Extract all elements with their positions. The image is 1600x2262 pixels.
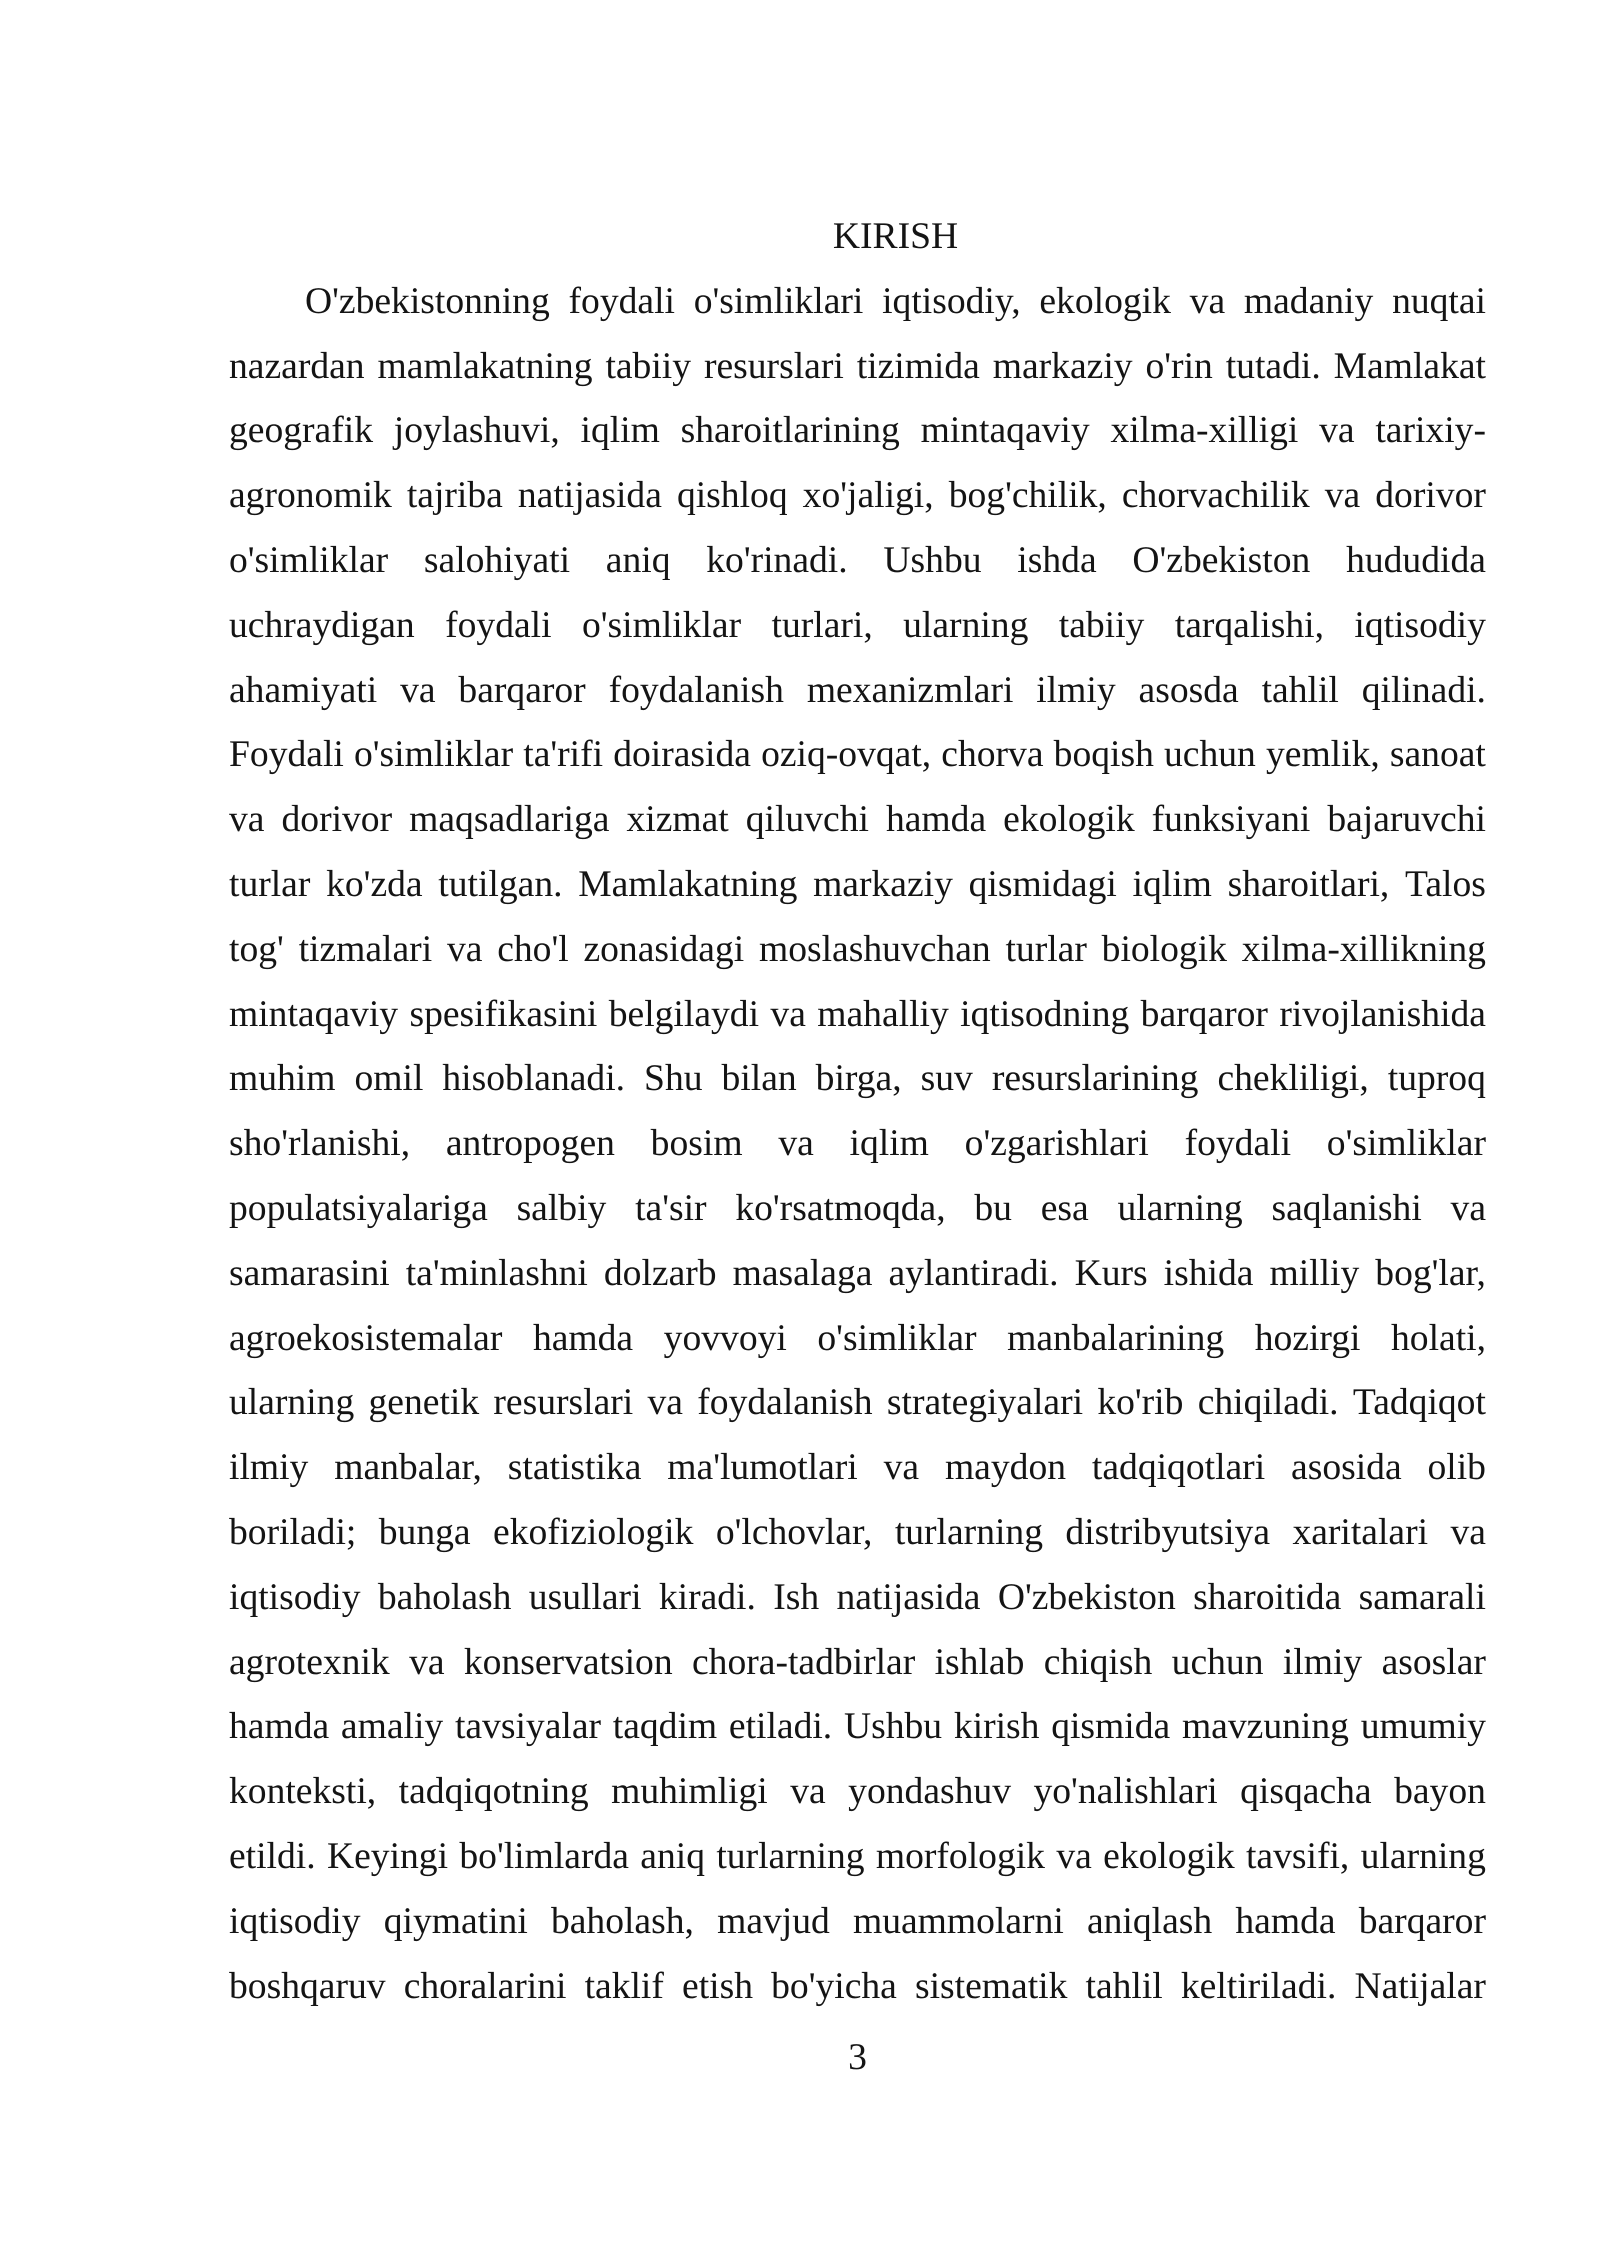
paragraph-line <box>229 1825 1486 1890</box>
word: bog'lar, <box>1375 1252 1486 1294</box>
word: cho'l <box>497 928 569 970</box>
word: ilmiy <box>1282 1641 1363 1683</box>
word: xo'jaligi, <box>802 475 934 517</box>
word: populatsiyalariga <box>229 1187 488 1229</box>
word: doirasida <box>613 734 751 776</box>
word: va <box>1319 410 1355 452</box>
word: saqlanishi <box>1271 1187 1422 1229</box>
word: Tadqiqot <box>1352 1382 1486 1424</box>
word: agrotexnik <box>229 1641 390 1683</box>
word: bajaruvchi <box>1327 799 1486 841</box>
word: qismidagi <box>968 863 1117 905</box>
word: O'zbekiston <box>997 1576 1176 1618</box>
word: ta'minlashni <box>405 1252 588 1294</box>
word: O'zbekistonning <box>305 280 550 322</box>
word: turlar <box>1005 928 1087 970</box>
word: ekofiziologik <box>493 1511 694 1553</box>
word: turlarning <box>894 1511 1043 1553</box>
word: chekliligi, <box>1217 1058 1369 1100</box>
word: mavzuning <box>1181 1706 1349 1748</box>
word: tizmalari <box>298 928 433 970</box>
word: chorva <box>941 734 1044 776</box>
word: ishlab <box>934 1641 1025 1683</box>
word: Ushbu <box>883 539 982 581</box>
word: va <box>400 669 436 711</box>
word: ekologik <box>1103 1835 1235 1877</box>
word: hamda <box>885 799 987 841</box>
word: va <box>1056 1835 1092 1877</box>
word: tadqiqotlari <box>1091 1447 1266 1489</box>
paragraph-line <box>229 983 1486 1048</box>
word: birga, <box>815 1058 902 1100</box>
word: uchun <box>1171 1641 1264 1683</box>
word: konteksti, <box>229 1771 377 1813</box>
word: o'lchovlar, <box>715 1511 873 1553</box>
word: spesifikasini <box>409 993 598 1035</box>
word: ekologik <box>1039 280 1171 322</box>
word: amaliy <box>340 1706 444 1748</box>
word: sharoitlarining <box>680 410 900 452</box>
word: tog' <box>229 928 284 970</box>
word: va <box>1189 280 1226 322</box>
word: asosda <box>1138 669 1239 711</box>
word: dolzarb <box>603 1252 717 1294</box>
word: sanoat <box>1389 734 1486 776</box>
word: konservatsion <box>463 1641 673 1683</box>
word: chiqish <box>1043 1641 1153 1683</box>
word: hamda <box>532 1317 634 1359</box>
word: qisqacha <box>1240 1771 1372 1813</box>
word: bo'limlarda <box>459 1835 629 1877</box>
word: ekologik <box>1003 799 1135 841</box>
paragraph-line <box>229 853 1486 918</box>
word: salbiy <box>516 1187 607 1229</box>
paragraph-line <box>229 723 1486 788</box>
word: Mamlakatning <box>578 863 798 905</box>
paragraph-line <box>229 529 1486 594</box>
word: va <box>446 928 483 970</box>
text-block <box>229 205 1486 2019</box>
paragraph-line <box>229 1631 1486 1696</box>
word: mahalliy <box>817 993 949 1035</box>
word: baholash, <box>550 1900 694 1942</box>
paragraph-line <box>229 1760 1486 1825</box>
word: turlarning <box>716 1835 865 1877</box>
word: va <box>883 1447 920 1489</box>
word: ta'sir <box>635 1187 707 1229</box>
word: o'simliklar <box>1326 1123 1486 1165</box>
word: va <box>770 993 806 1035</box>
word: xaritalari <box>1292 1511 1429 1553</box>
word: ko'rinadi. <box>706 539 848 581</box>
word: foydali <box>568 280 675 322</box>
word: resurslarining <box>991 1058 1199 1100</box>
word: tabiiy <box>1058 604 1145 646</box>
paragraph-line <box>229 1890 1486 1955</box>
word: dorivor <box>281 799 393 841</box>
word: Ushbu <box>843 1706 943 1748</box>
word: ko'rsatmoqda, <box>735 1187 946 1229</box>
word: Natijalar <box>1354 1965 1486 2007</box>
word: barqaror <box>1140 993 1268 1035</box>
word: ilmiy <box>229 1447 309 1489</box>
word: omil <box>354 1058 424 1100</box>
paragraph-line <box>229 918 1486 983</box>
word: bunga <box>378 1511 471 1553</box>
word: boqish <box>1053 734 1154 776</box>
word: ahamiyati <box>229 669 378 711</box>
paragraph-line <box>229 464 1486 529</box>
paragraph-line <box>229 1371 1486 1436</box>
word: va <box>1450 1187 1486 1229</box>
word: ta'rifi <box>523 734 604 776</box>
word: markaziy <box>992 345 1133 387</box>
word: tahlil <box>1261 669 1339 711</box>
word: biologik <box>1101 928 1227 970</box>
word: iqtisodiy <box>229 1900 361 1942</box>
word: bayon <box>1394 1771 1486 1813</box>
word: qishloq <box>676 475 788 517</box>
word: salohiyati <box>423 539 571 581</box>
word: iqtisodiy, <box>882 280 1021 322</box>
word: Ish <box>773 1576 820 1618</box>
word: tavsifi, <box>1245 1835 1350 1877</box>
word: foydali <box>445 604 552 646</box>
word: asoslar <box>1381 1641 1486 1683</box>
word: va <box>409 1641 445 1683</box>
word: muhimligi <box>611 1771 768 1813</box>
word: ko'rib <box>1097 1382 1184 1424</box>
word: Foydali <box>229 734 344 776</box>
word: uchraydigan <box>229 604 415 646</box>
word: yo'nalishlari <box>1033 1771 1218 1813</box>
word: morfologik <box>875 1835 1045 1877</box>
word: usullari <box>528 1576 642 1618</box>
paragraph-line <box>229 399 1486 464</box>
word: aylantiradi. <box>888 1252 1059 1294</box>
word: Mamlakat <box>1333 345 1486 387</box>
word: manbalar, <box>334 1447 482 1489</box>
word: distribyutsiya <box>1065 1511 1271 1553</box>
word: baholash <box>377 1576 512 1618</box>
word: iqtisodning <box>960 993 1130 1035</box>
word: markaziy <box>813 863 953 905</box>
word: o'simliklar <box>229 539 389 581</box>
word: strategiyalari <box>886 1382 1084 1424</box>
paragraph-line <box>229 335 1486 400</box>
word: iqtisodiy <box>1354 604 1486 646</box>
page-number: 3 <box>848 2037 867 2078</box>
word: agroekosistemalar <box>229 1317 503 1359</box>
paragraph-line <box>229 1955 1486 2020</box>
word: uchun <box>1164 734 1256 776</box>
word: mintaqaviy <box>920 410 1090 452</box>
word: qilinadi. <box>1361 669 1486 711</box>
word: hamda <box>229 1706 330 1748</box>
word: madaniy <box>1243 280 1374 322</box>
word: umumiy <box>1360 1706 1486 1748</box>
word: tadqiqotning <box>398 1771 589 1813</box>
paragraph-line <box>229 1242 1486 1307</box>
word: chora-tadbirlar <box>692 1641 916 1683</box>
word: tutilgan. <box>438 863 563 905</box>
word: va <box>790 1771 826 1813</box>
word: va <box>778 1123 814 1165</box>
word: samarali <box>1358 1576 1486 1618</box>
word: ishda <box>1017 539 1097 581</box>
word: etish <box>682 1965 753 2007</box>
word: yemlik, <box>1265 734 1380 776</box>
word: zonasidagi <box>583 928 745 970</box>
word: tahlil <box>1085 1965 1163 2007</box>
word: qiluvchi <box>745 799 869 841</box>
word: samarasini <box>229 1252 390 1294</box>
word: ilmiy <box>1036 669 1116 711</box>
word: ma'lumotlari <box>667 1447 858 1489</box>
word: dorivor <box>1375 475 1486 517</box>
word: agronomik <box>229 475 392 517</box>
word: xilma-xilligi <box>1110 410 1299 452</box>
word: o'zgarishlari <box>964 1123 1149 1165</box>
word: aniq <box>605 539 671 581</box>
word: bu <box>974 1187 1012 1229</box>
word: turlari, <box>771 604 873 646</box>
word: chorvachilik <box>1121 475 1310 517</box>
word: turlar <box>229 863 311 905</box>
word: genetik <box>368 1382 480 1424</box>
word: moslashuvchan <box>758 928 991 970</box>
word: sistematik <box>914 1965 1068 2007</box>
word: resurslari <box>703 345 844 387</box>
word: statistika <box>507 1447 642 1489</box>
word: olib <box>1427 1447 1486 1489</box>
word: taklif <box>584 1965 664 2007</box>
word: oziq-ovqat, <box>761 734 932 776</box>
word: tuproq <box>1387 1058 1486 1100</box>
paragraph-line <box>229 788 1486 853</box>
paragraph-line <box>229 594 1486 659</box>
word: suv <box>920 1058 973 1100</box>
word: yovvoyi <box>663 1317 787 1359</box>
word: sharoitlari, <box>1227 863 1390 905</box>
word: o'rin <box>1145 345 1213 387</box>
word: mintaqaviy <box>229 993 399 1035</box>
word: sharoitida <box>1193 1576 1342 1618</box>
word: nuqtai <box>1392 280 1486 322</box>
word: o'simliklari <box>693 280 864 322</box>
word: foydalanish <box>697 1382 873 1424</box>
word: tizimida <box>856 345 980 387</box>
body-paragraph <box>229 270 1486 2020</box>
word: va <box>1450 1511 1486 1553</box>
paragraph-line <box>229 1112 1486 1177</box>
word: milliy <box>1269 1252 1360 1294</box>
word: sho'rlanishi, <box>229 1123 411 1165</box>
word: ko'zda <box>326 863 423 905</box>
word: hisoblanadi. <box>442 1058 626 1100</box>
word: asosida <box>1291 1447 1402 1489</box>
section-heading: KIRISH <box>832 216 959 257</box>
word: bilan <box>721 1058 797 1100</box>
paragraph-line <box>229 1695 1486 1760</box>
word: taqdim <box>612 1706 718 1748</box>
word: O'zbekiston <box>1132 539 1311 581</box>
word: va <box>229 799 265 841</box>
word: funksiyani <box>1151 799 1311 841</box>
word: natijasida <box>517 475 662 517</box>
word: rivojlanishida <box>1279 993 1486 1035</box>
word: kirish <box>953 1706 1040 1748</box>
word: iqlim <box>580 410 660 452</box>
word: foydali <box>1184 1123 1292 1165</box>
word: maqsadlariga <box>409 799 610 841</box>
word: keltiriladi. <box>1180 1965 1337 2007</box>
paragraph-line <box>229 1047 1486 1112</box>
word: holati, <box>1391 1317 1486 1359</box>
paragraph-line <box>229 1566 1486 1631</box>
word: yondashuv <box>848 1771 1011 1813</box>
word: tarqalishi, <box>1174 604 1324 646</box>
word: bo'yicha <box>771 1965 897 2007</box>
paragraph-line <box>229 1307 1486 1372</box>
word: ularning <box>1117 1187 1243 1229</box>
word: hozirgi <box>1254 1317 1361 1359</box>
word: barqaror <box>1358 1900 1486 1942</box>
word: tavsiyalar <box>454 1706 602 1748</box>
paragraph-line <box>229 659 1486 724</box>
word: xilma-xillikning <box>1241 928 1486 970</box>
word: mexanizmlari <box>806 669 1014 711</box>
word: foydalanish <box>608 669 784 711</box>
word: resurslari <box>493 1382 634 1424</box>
word: belgilaydi <box>608 993 760 1035</box>
word: etildi. <box>229 1835 316 1877</box>
word: esa <box>1040 1187 1089 1229</box>
word: manbalarining <box>1007 1317 1225 1359</box>
word: etiladi. <box>728 1706 833 1748</box>
word: bosim <box>650 1123 743 1165</box>
word: kiradi. <box>658 1576 756 1618</box>
word: maydon <box>944 1447 1067 1489</box>
word: natijasida <box>836 1576 981 1618</box>
word: va <box>647 1382 683 1424</box>
paragraph-line <box>229 270 1486 335</box>
word: mavjud <box>717 1900 830 1942</box>
word: muhim <box>229 1058 336 1100</box>
word: ishida <box>1163 1252 1254 1294</box>
word: iqlim <box>849 1123 929 1165</box>
word: Keyingi <box>326 1835 449 1877</box>
word: ularning <box>1360 1835 1486 1877</box>
word: barqaror <box>458 669 586 711</box>
word: o'simliklar <box>817 1317 977 1359</box>
word: tabiiy <box>605 345 692 387</box>
word: o'simliklar <box>353 734 514 776</box>
word: aniqlash <box>1086 1900 1213 1942</box>
word: joylashuvi, <box>393 410 560 452</box>
word: choralarini <box>403 1965 567 2007</box>
word: Talos <box>1405 863 1486 905</box>
word: xizmat <box>626 799 729 841</box>
word: o'simliklar <box>581 604 742 646</box>
word: chiqiladi. <box>1197 1382 1339 1424</box>
word: mamlakatning <box>377 345 593 387</box>
word: muammolarni <box>852 1900 1064 1942</box>
word: geografik <box>229 410 373 452</box>
word: Kurs <box>1074 1252 1148 1294</box>
paragraph-line <box>229 1436 1486 1501</box>
paragraph-line <box>229 1177 1486 1242</box>
word: tarixiy- <box>1375 410 1486 452</box>
paragraph-line <box>229 1501 1486 1566</box>
word: qiymatini <box>383 1900 528 1942</box>
word: tajriba <box>406 475 503 517</box>
word: ularning <box>229 1382 355 1424</box>
word: boshqaruv <box>229 1965 386 2007</box>
word: iqtisodiy <box>229 1576 361 1618</box>
word: masalaga <box>732 1252 873 1294</box>
word: nazardan <box>229 345 365 387</box>
word: aniq <box>640 1835 705 1877</box>
word: hamda <box>1235 1900 1336 1942</box>
word: antropogen <box>445 1123 615 1165</box>
word: hududida <box>1346 539 1486 581</box>
word: boriladi; <box>229 1511 357 1553</box>
word: va <box>1324 475 1361 517</box>
word: tutadi. <box>1225 345 1321 387</box>
word: qismida <box>1051 1706 1171 1748</box>
word: bog'chilik, <box>948 475 1107 517</box>
word: Shu <box>644 1058 703 1100</box>
word: iqlim <box>1132 863 1212 905</box>
word: ularning <box>903 604 1029 646</box>
